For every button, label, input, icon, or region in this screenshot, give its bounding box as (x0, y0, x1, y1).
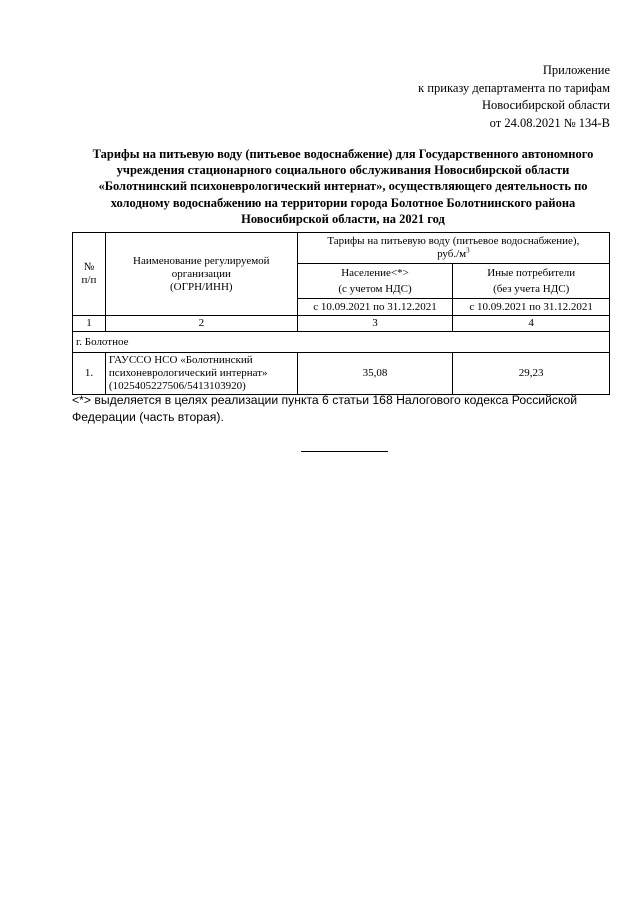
title-line: учреждения стационарного социального обслуживания Новосибирской области (116, 163, 570, 178)
header-population-line: (с учетом НДС) (338, 282, 412, 295)
row-org-line: (1025405227506/5413103920) (108, 380, 246, 392)
footnote-line: <*> выделяется в целях реализации пункта 6 статьи 168 Налогового кодекса Российской (72, 393, 578, 407)
title-line: Новосибирской области, на 2021 год (241, 211, 445, 226)
column-number: 2 (105, 316, 297, 332)
header-population-line: Население<*> (341, 266, 409, 279)
unit-text: руб./м (437, 248, 467, 260)
header-org-line: Наименование регулируемой (133, 254, 270, 267)
header-num-cell (73, 233, 106, 316)
appendix-line: Приложение (542, 63, 610, 77)
header-org-cell (105, 233, 297, 316)
column-number: 1 (73, 316, 106, 332)
row-org-line: психоневрологический интернат» (108, 367, 268, 379)
header-others-cell (453, 264, 610, 299)
header-tariffs-line: Тарифы на питьевую воду (питьевое водоснабжение), (327, 235, 580, 247)
header-tariffs-cell (297, 233, 609, 264)
row-num: 1. (73, 353, 106, 395)
section-row (73, 332, 610, 353)
header-period-others: с 10.09.2021 по 31.12.2021 (453, 299, 610, 316)
row-population-tariff: 35,08 (297, 353, 453, 395)
appendix-line: к приказу департамента по тарифам (418, 80, 610, 95)
appendix-line: от 24.08.2021 № 134-В (489, 115, 610, 130)
column-number: 3 (297, 316, 453, 332)
column-number-row (73, 316, 610, 332)
header-tariffs-unit (301, 248, 606, 261)
row-org-cell (105, 353, 297, 395)
section-label: г. Болотное (73, 332, 610, 353)
header-num-line: № (83, 261, 95, 273)
header-num-line: п/п (81, 274, 97, 286)
header-org-line: организации (171, 267, 231, 280)
header-population-cell (297, 264, 453, 299)
separator-line (301, 451, 388, 452)
header-period-population: с 10.09.2021 по 31.12.2021 (297, 299, 453, 316)
footnote (72, 392, 610, 426)
header-others-line: Иные потребители (487, 266, 576, 279)
document-title (72, 146, 614, 227)
table-header-row (73, 233, 610, 264)
header-others-line: (без учета НДС) (493, 282, 570, 295)
table-row (73, 353, 610, 395)
appendix-line: Новосибирской области (481, 98, 610, 112)
title-line: холодному водоснабжению на территории города Болотное Болотнинского района (110, 195, 576, 210)
row-org-line: ГАУССО НСО «Болотнинский (108, 354, 253, 366)
header-org-line: (ОГРН/ИНН) (170, 280, 233, 293)
unit-superscript: 3 (466, 246, 470, 255)
column-number: 4 (453, 316, 610, 332)
row-others-tariff: 29,23 (453, 353, 610, 395)
appendix-block (418, 62, 610, 132)
tariffs-table (72, 232, 610, 395)
title-line: Тарифы на питьевую воду (питьевое водоснабжение) для Государственного автономного (92, 147, 594, 161)
title-line: «Болотнинский психоневрологический интернат», осуществляющего деятельность по (98, 179, 588, 194)
footnote-line: Федерации (часть вторая). (72, 410, 224, 424)
